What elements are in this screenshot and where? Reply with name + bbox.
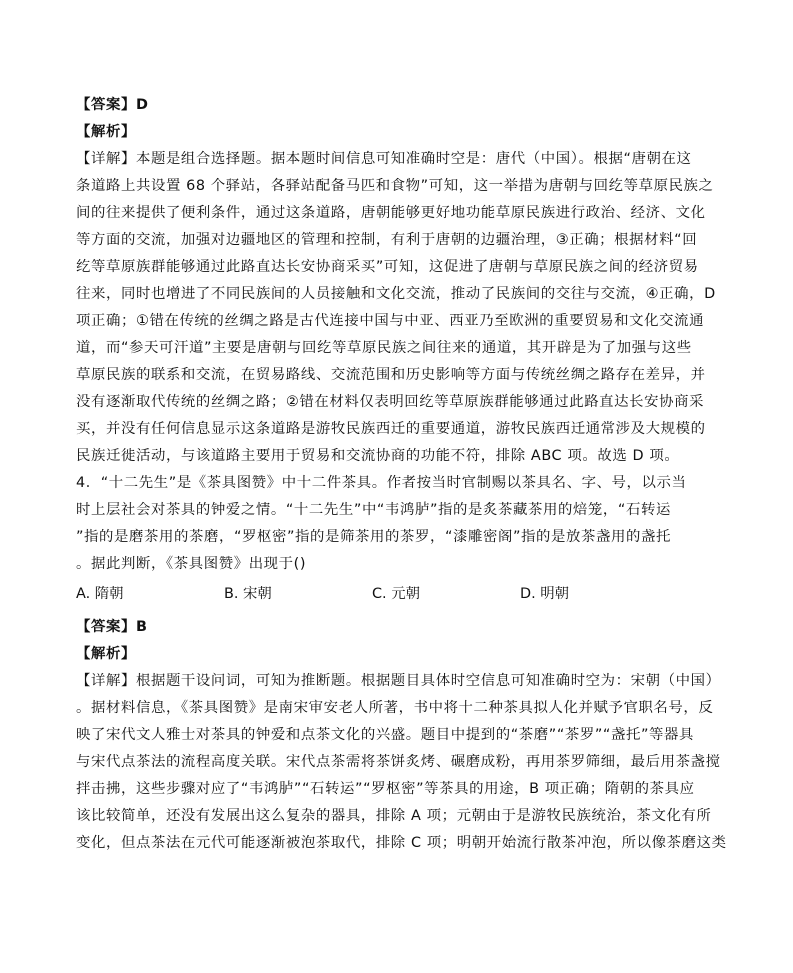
paragraph-line: 。据材料信息，《茶具图赞》是南宋审安老人所著，书中将十二种茶具拟人化并赋予官职名号，反	[76, 700, 714, 716]
paragraph-line: 买，并没有任何信息显示这条道路是游牧民族西迁的重要通道，游牧民族西迁通常涉及大规模的	[76, 421, 706, 437]
paragraph-line: 【详解】根据题干设问词，可知为推断题。根据题目具体时空信息可知准确时空为：宋朝（中国）	[76, 673, 721, 689]
question-line: 。据此判断，《茶具图赞》出现于()	[76, 556, 307, 572]
option-c: C. 元朝	[372, 586, 420, 602]
q4-analysis-label: 【解析】	[76, 646, 136, 662]
answer-label: 【答案】	[76, 97, 136, 113]
q3-analysis-label: 【解析】	[76, 124, 136, 140]
paragraph-line: 该比较简单，还没有发展出这么复杂的器具，排除 A 项；元朝由于是游牧民族统治，茶文化有所	[76, 808, 712, 824]
answer-value: B	[135, 619, 148, 635]
paragraph-line: 往来，同时也增进了不同民族间的人员接触和文化交流，推动了民族间的交往与交流，④正确，D	[76, 286, 716, 302]
paragraph-line: 项正确；①错在传统的丝绸之路是古代连接中国与中亚、西亚乃至欧洲的重要贸易和文化交流通	[76, 313, 705, 329]
question-line: 时上层社会对茶具的钟爱之情。“十二先生”中“韦鸿胪”指的是炙茶藏茶用的焙笼，“石转运	[76, 502, 671, 518]
paragraph-line: 间的往来提供了便利条件，通过这条道路，唐朝能够更好地功能草原民族进行政治、经济、文化	[76, 205, 706, 221]
paragraph-line: 与宋代点茶法的流程高度关联。宋代点茶需将茶饼炙烤、碾磨成粉，再用茶罗筛细，最后用茶盏搅	[76, 754, 721, 770]
paragraph-line: 变化，但点茶法在元代可能逐渐被泡茶取代，排除 C 项；明朝开始流行散茶冲泡，所以像茶磨这类	[76, 835, 727, 851]
q4-answer-line	[76, 618, 148, 636]
paragraph-line: 条道路上共设置 68 个驿站，各驿站配备马匹和食物”可知，这一举措为唐朝与回纥等草原民族之	[76, 178, 714, 194]
paragraph-line: 道，而“参天可汗道”主要是唐朝与回纥等草原民族之间往来的通道，其开辟是为了加强与这些	[76, 340, 692, 356]
question-line: 4．“十二先生”是《茶具图赞》中十二件茶具。作者按当时官制赐以茶具名、字、号，以示当	[76, 475, 687, 491]
paragraph-line: 民族迁徙活动，与该道路主要用于贸易和交流协商的功能不符，排除 ABC 项。故选 D 项。	[76, 448, 680, 464]
paragraph-line: 草原民族的联系和交流，在贸易路线、交流范围和历史影响等方面与传统丝绸之路存在差异，并	[76, 367, 706, 383]
paragraph-line: 等方面的交流，加强对边疆地区的管理和控制，有利于唐朝的边疆治理，③正确；根据材料“回	[76, 232, 698, 248]
answer-value: D	[135, 97, 149, 113]
paragraph-line: 纥等草原族群能够通过此路直达长安协商采买”可知，这促进了唐朝与草原民族之间的经济贸易	[76, 259, 699, 275]
option-a: A. 隋朝	[76, 586, 124, 602]
paragraph-line: 没有逐渐取代传统的丝绸之路；②错在材料仅表明回纥等草原族群能够通过此路直达长安协商采	[76, 394, 705, 410]
answer-label: 【答案】	[76, 619, 136, 635]
question-line: ”指的是磨茶用的茶磨，“罗枢密”指的是筛茶用的茶罗，“漆雕密阁”指的是放茶盏用的盏托	[76, 529, 671, 545]
q3-answer-line	[76, 96, 149, 114]
option-d: D. 明朝	[520, 586, 570, 602]
paragraph-line: 【详解】本题是组合选择题。据本题时间信息可知准确时空是：唐代（中国）。根据“唐朝在这	[76, 151, 692, 167]
option-b: B. 宋朝	[224, 586, 272, 602]
paragraph-line: 映了宋代文人雅士对茶具的钟爱和点茶文化的兴盛。题目中提到的“茶磨”“茶罗”“盏托”等器具	[76, 727, 694, 743]
paragraph-line: 拌击拂，这些步骤对应了“韦鸿胪”“石转运”“罗枢密”等茶具的用途，B 项正确；隋朝的茶具应	[76, 781, 695, 797]
